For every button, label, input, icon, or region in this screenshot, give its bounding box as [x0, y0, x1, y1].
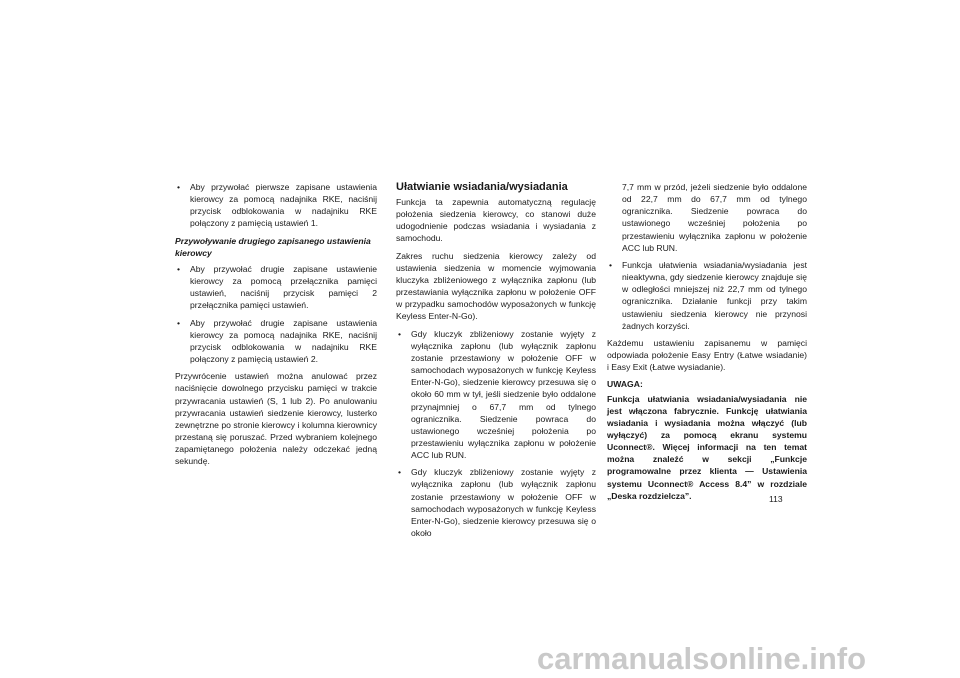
- list-item-text: Aby przywołać drugie zapisane ustawienie kierowcy za pomocą przełącznika pamięci ustawień, naciśnij przycisk pamięci 2 przełącznika pamięci ustawień.: [190, 263, 377, 311]
- text-column-left: [175, 181, 377, 472]
- list-item: [396, 328, 596, 462]
- bullet-list: [607, 259, 807, 332]
- bullet-list: [175, 263, 377, 365]
- paragraph: Każdemu ustawieniu zapisanemu w pamięci odpowiada położenie Easy Entry (Łatwe wsiadanie) i Easy Exit (Łatwe wysiadanie).: [607, 337, 807, 373]
- bullet-glyph: •: [177, 182, 181, 192]
- bullet-list: [396, 328, 596, 540]
- bullet-glyph: •: [398, 328, 402, 339]
- section-title: Ułatwianie wsiadania/wysiadania: [396, 181, 568, 193]
- section-subheading: Przywoływanie drugiego zapisanego ustawienia kierowcy: [175, 235, 371, 258]
- watermark: carmanualsonline.info: [537, 641, 867, 676]
- paragraph: Zakres ruchu siedzenia kierowcy zależy od ustawienia siedzenia w momencie wyjmowania kluczyka zbliżeniowego z wyłącznika zapłonu (lub przestawiania wyłącznika zapłonu w położenie OFF w przypadku samochodów wyposażonych w funkcję Keyless Enter-N-Go).: [396, 250, 596, 322]
- paragraph: Funkcja ta zapewnia automatyczną regulację położenia siedzenia kierowcy, co stanowi duże udogodnienie podczas wsiadania i wysiadania z samochodu.: [396, 197, 596, 244]
- list-item-text: Aby przywołać pierwsze zapisane ustawienia kierowcy za pomocą nadajnika RKE, naciśnij przycisk odblokowania w nadajniku RKE połączony z pamięcią ustawień 1.: [190, 182, 377, 229]
- paragraph: Przywrócenie ustawień można anulować przez naciśnięcie dowolnego przycisku pamięci w trakcie przywracania ustawień (S, 1 lub 2). Po anulowaniu przywracania ustawień siedzenie kierowcy, lusterko zewnętrzne po stronie kierowcy i kolumna kierownicy przestaną się poruszać. Przed wybraniem kolejnego zapamiętanego położenia należy odczekać jedną sekundę.: [175, 371, 377, 467]
- bullet-glyph: •: [177, 317, 181, 328]
- list-item-text: Funkcja ułatwienia wsiadania/wysiadania jest nieaktywna, gdy siedzenie kierowcy znajduje się w odległości mniejszej niż 22,7 mm od tylnego ogranicznika. Działanie funkcji przy takim ustawieniu siedzenia kierowcy nie przynosi żadnych korzyści.: [622, 259, 807, 331]
- list-item: [175, 263, 377, 312]
- list-item-continuation: 7,7 mm w przód, jeżeli siedzenie było oddalone od 22,7 mm do 67,7 mm od tylnego ogranicznika. Siedzenie powraca do ustawionego wcześniej położenia po przestawieniu wyłącznika zapłonu w położenie ACC lub RUN.: [622, 182, 807, 253]
- list-item-text: Gdy kluczyk zbliżeniowy zostanie wyjęty z wyłącznika zapłonu (lub wyłącznik zapłonu zostanie przestawiony w położenie OFF w samochodach wyposażonych w funkcję Keyless Enter-N-Go), siedzenie kierowcy przesuwa się o około: [411, 467, 596, 539]
- note-text: Funkcja ułatwiania wsiadania/wysiadania nie jest włączona fabrycznie. Funkcję ułatwiania wsiadania i wysiadania można włączyć (lub wyłączyć) za pomocą ekranu systemu Uconnect®. Więcej informacji na ten temat można znaleźć w sekcji „Funkcje programowalne przez klienta — Ustawienia systemu Uconnect® Access 8.4” w rozdziale „Deska rozdzielcza”.: [607, 393, 807, 501]
- bullet-glyph: •: [398, 467, 402, 478]
- bullet-glyph: •: [609, 259, 613, 270]
- list-item-text: Aby przywołać drugie zapisane ustawienia kierowcy za pomocą nadajnika RKE, naciśnij przycisk odblokowania w nadajniku RKE połączony z pamięcią ustawień 2.: [190, 317, 377, 365]
- list-item: [175, 317, 377, 366]
- text-column-middle: [396, 180, 596, 544]
- list-item: [396, 466, 596, 539]
- list-item: [175, 181, 377, 230]
- list-item-text: Gdy kluczyk zbliżeniowy zostanie wyjęty z wyłącznika zapłonu (lub wyłącznik zapłonu zostanie przestawiony w położenie OFF w samochodach wyposażonych w funkcję Keyless Enter-N-Go), siedzenie kierowcy przesuwa się o około 60 mm w tył, jeśli siedzenie było oddalone przynajmniej o 67,7 mm od tylnego ogranicznika. Siedzenie powraca do ustawionego wcześniej położenia po przestawieniu wyłącznika zapłonu w położenie ACC lub RUN.: [411, 328, 596, 461]
- bullet-glyph: •: [177, 263, 181, 274]
- list-item: [607, 259, 807, 332]
- text-column-right: [607, 181, 807, 507]
- bullet-list: [175, 181, 377, 230]
- note-label: UWAGA:: [607, 379, 643, 390]
- page-number: 113: [769, 494, 783, 504]
